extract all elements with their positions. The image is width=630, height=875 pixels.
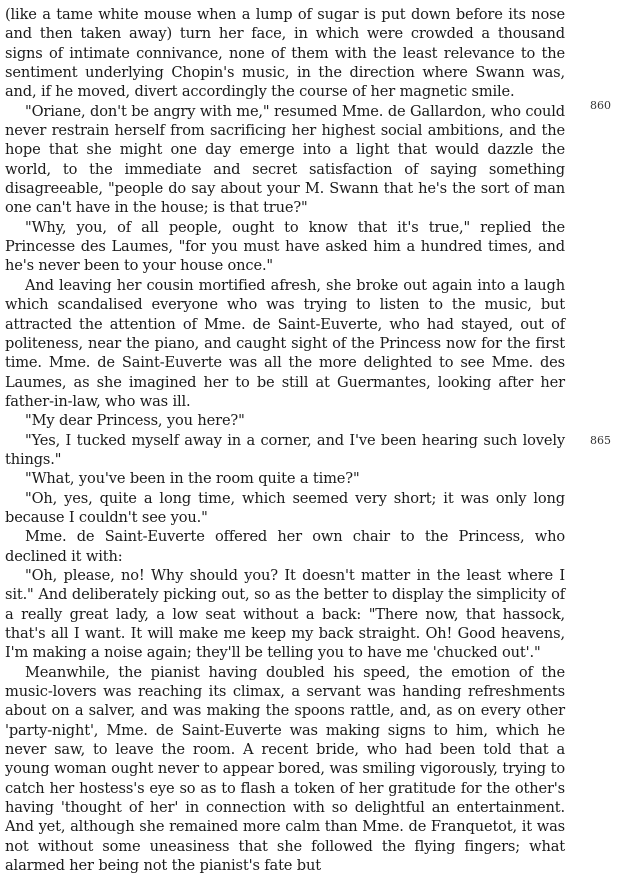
paragraph: Meanwhile, the pianist having doubled his speed, the emotion of the music-lovers was reaching its climax, a servant was handing refreshments about on a salver, and was making the spoons rattle, and, as on every other 'party-night', Mme. de Saint-Euverte was making signs to him, which he never saw, to leave the room. A recent bride, who had been told that a young woman ought never to appear bored, was smiling vigorously, trying to catch her hostess's eye so as to flash a token of her gratitude for the other's having 'thought of her' in connection with so delightful an entertainment. And yet, although she remained more calm than Mme. de Franquetot, it was not without some uneasiness that she followed the flying fingers; what alarmed her being not the pianist's fate but [5, 663, 565, 875]
paragraph: "Oh, yes, quite a long time, which seemed very short; it was only long because I couldn't see you." [5, 489, 565, 526]
paragraph: "Oh, please, no! Why should you? It doesn't matter in the least where I sit." And deliberately picking out, so as the better to display the simplicity of a really great lady, a low seat without a back: "There now, that hassock, that's all I want. It will make me keep my back straight. Oh! Good heavens, I'm making a noise again; they'll be telling you to have me 'chucked out'." [5, 566, 565, 662]
paragraph: "Why, you, of all people, ought to know that it's true," replied the Princesse des Laumes, "for you must have asked him a hundred times, and he's never been to your house once." [5, 218, 565, 275]
paragraph: "Yes, I tucked myself away in a corner, and I've been hearing such lovely things." [5, 431, 565, 468]
paragraph: "My dear Princess, you here?" [25, 412, 245, 430]
paragraph: (like a tame white mouse when a lump of sugar is put down before its nose and then taken away) turn her face, in which were crowded a thousand signs of intimate connivance, none of them with the least relevance to the sentiment underlying Chopin's music, in the direction where Swann was, and, if he moved, divert accordingly the course of her magnetic smile. [5, 6, 565, 101]
paragraph: "Oriane, don't be angry with me," resumed Mme. de Gallardon, who could never restrain herself from sacrificing her highest social ambitions, and the hope that she might one day emerge into a light that would dazzle the world, to the immediate and secret satisfaction of saying something disagreeable, "people do say about your M. Swann that he's the sort of man one can't have in the house; is that true?" [5, 102, 565, 217]
document-page [5, 5, 565, 875]
line-number-marker: 860 [590, 99, 611, 112]
line-number-marker: 865 [590, 434, 611, 447]
paragraph: And leaving her cousin mortified afresh, she broke out again into a laugh which scandalised everyone who was trying to listen to the music, but attracted the attention of Mme. de Saint-Euverte, who had stayed, out of politeness, near the piano, and caught sight of the Princess now for the first time. Mme. de Saint-Euverte was all the more delighted to see Mme. des Laumes, as she imagined her to be still at Guermantes, looking after her father-in-law, who was ill. [5, 276, 565, 410]
paragraph: "What, you've been in the room quite a time?" [25, 470, 360, 488]
paragraph: Mme. de Saint-Euverte offered her own chair to the Princess, who declined it with: [5, 528, 565, 565]
